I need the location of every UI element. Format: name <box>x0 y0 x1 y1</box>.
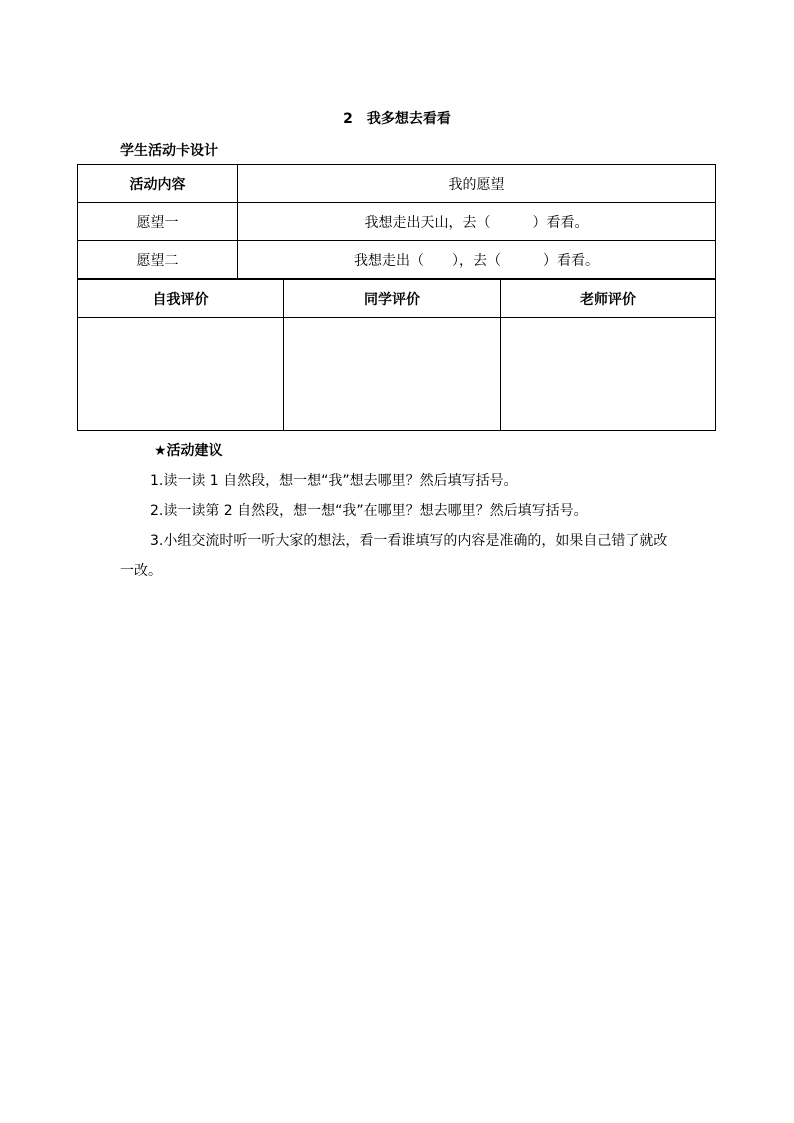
wish-label: 愿望一 <box>78 203 238 241</box>
self-evaluation-cell[interactable] <box>78 318 284 431</box>
wish-label: 愿望二 <box>78 241 238 279</box>
section-subtitle: 学生活动卡设计 <box>120 143 218 159</box>
page-title: 2 我多想去看看 <box>343 111 451 127</box>
activity-table <box>77 164 716 279</box>
evaluation-body-row <box>78 318 716 431</box>
wish-row <box>78 203 716 241</box>
header-teacher-evaluation: 老师评价 <box>501 280 716 318</box>
header-peer-evaluation: 同学评价 <box>284 280 501 318</box>
teacher-evaluation-cell[interactable] <box>501 318 716 431</box>
suggestion-item: 2.读一读第 2 自然段，想一想“我”在哪里？想去哪里？然后填写括号。 <box>150 503 588 519</box>
wish-row <box>78 241 716 279</box>
suggestion-item: 3.小组交流时听一听大家的想法，看一看谁填写的内容是准确的，如果自己错了就改一改。 <box>120 533 668 579</box>
wish-content: 我想走出天山，去（ ）看看。 <box>238 203 716 241</box>
suggestions-heading: ★活动建议 <box>154 443 223 459</box>
activity-table-header-row <box>78 165 716 203</box>
evaluation-table <box>77 279 716 431</box>
evaluation-header-row <box>78 280 716 318</box>
header-activity-content: 活动内容 <box>78 165 238 203</box>
header-self-evaluation: 自我评价 <box>78 280 284 318</box>
wish-content: 我想走出（ ），去（ ）看看。 <box>238 241 716 279</box>
activity-suggestions <box>120 436 680 586</box>
peer-evaluation-cell[interactable] <box>284 318 501 431</box>
header-my-wish: 我的愿望 <box>238 165 716 203</box>
suggestion-item: 1.读一读 1 自然段，想一想“我”想去哪里？然后填写括号。 <box>150 473 518 489</box>
